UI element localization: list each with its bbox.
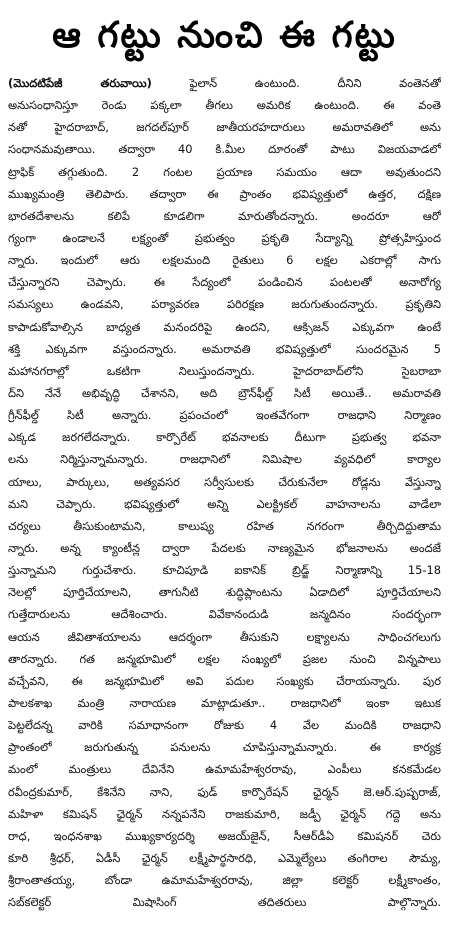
- article-line-text: సంధానమవుతాయి. తద్వారా 40 కి.మీల దూరంతో పాటు విజయవాడలో: [8, 142, 441, 157]
- article-line: [8, 116, 441, 138]
- article-line: [8, 426, 441, 448]
- article-line-text: శక్తి ఎక్కువగా వస్తుందన్నారు. అమరావతి భవిష్యత్తులో సుందరమైన 5: [8, 341, 441, 356]
- article-line-text: మని చెప్పారు. భవిష్యత్తులో అన్ని ఎలక్ట్రికల్ వాహనాలను వాడేలా: [8, 496, 441, 511]
- article-line: [8, 183, 441, 205]
- article-line-text: పాలకశాఖ మంత్రి నారాయణ మాట్లాడుతూ.. రాజధానిలో ఇంకా ఇటుక: [8, 695, 441, 710]
- article-line-text: రవీంద్రకుమార్, కేశినేని నాని, ఫుడ్ కార్పొరేషన్ ఛైర్మన్ జె.ఆర్.పుష్పరాజ్,: [8, 784, 441, 799]
- article-line-text: కూరి శ్రీధర్, ఏడీసీ ఛైర్మన్ లక్ష్మీపార్థసారధి, ఎమ్మెల్యేలు తంగిరాల సౌమ్య,: [8, 850, 441, 865]
- article-line-text: న్నారు. అన్న క్యాంటీన్ల ద్వారా పేదలకు నాణ్యమైన భోజనాలను అందజే: [8, 540, 441, 555]
- article-line-text: నెలల్లో పూర్తిచేయాలని, తాగునీటి శుద్ధిప్లాంటను ఏడాదిలో పూర్తిచేయాలని: [8, 585, 441, 600]
- article-line: [8, 448, 441, 470]
- article-line-text: స్తున్నామని గుర్తుచేశారు. కూచిపూడి ఐకానిక్ బ్రిడ్జ్ నిర్మాణాన్ని 15-18: [8, 563, 441, 578]
- article-line: [8, 781, 441, 803]
- article-line: [8, 161, 441, 183]
- article-line-text: ఎక్కడ జరగలేదన్నారు. కార్పొరేట్ భవనాలకు దీటుగా ప్రభుత్వ భవనా: [8, 430, 441, 445]
- article-line: [8, 736, 441, 758]
- article-line-text: గ్రీన్‌ఫీల్డ్ సిటీ అన్నారు. ప్రపంచంలో ఇంతవేగంగా రాజధాని నిర్మాణం: [8, 408, 441, 423]
- article-line: [8, 559, 441, 581]
- article-body: [8, 72, 441, 913]
- article-line: [8, 316, 441, 338]
- article-line: [8, 758, 441, 780]
- article-line: [8, 714, 441, 736]
- article-line: [8, 338, 441, 360]
- article-line: [8, 94, 441, 116]
- article-line-text: ట్రాఫిక్ తగ్గుతుంది. 2 గంటల ప్రయాణ సమయం ఆదా అవుతుందని: [8, 164, 441, 179]
- article-line: [8, 670, 441, 692]
- article-line: [8, 293, 441, 315]
- article-line-text: అనుసంధానిస్తూ రెండు పక్కలా తీగలు అమరిక ఉంటుంది. ఈ వంతె: [8, 98, 441, 113]
- article-line-text: ప్రాంతంలో జరుగుతున్న పనులను చూపిస్తున్నామన్నారు. ఈ కార్యక్ర: [8, 740, 441, 755]
- article-line-text: యాలు, పార్కులు, అత్యవసర సర్వీసులకు చేరుకునేలా రోడ్లను వేస్తున్నా: [8, 474, 441, 489]
- article-line-text: నతో హైదరాబాద్, జగదల్‌పూర్ జాతీయరహదారులు అమరావతిలో అను: [8, 120, 441, 135]
- article-line: [8, 692, 441, 714]
- article-line: [8, 227, 441, 249]
- article-line-text: తారన్నారు. గత జన్మభూమిలో లక్షల సంఖ్యలో ప్రజల నుంచి విన్నపాలు: [8, 651, 441, 666]
- article-line: [8, 648, 441, 670]
- article-lines: [8, 72, 441, 913]
- article-line-text: పెట్టలేదన్న వారికి సమాధానంగా రోజుకు 4 వేల మందికి రాజధాని: [8, 718, 441, 733]
- article-line-text: కాపాడుకోవాల్సిన బాధ్యత మనందరిపై ఉందని, ఆక్సిజన్ ఎక్కువగా ఉంటే: [8, 319, 441, 334]
- article-line-text: న్నారు. ఇందులో ఆరు లక్షలమంది రైతులు 6 లక్షల ఎకరాల్లో సాగు: [8, 253, 441, 268]
- article-line: [8, 581, 441, 603]
- article-line: [8, 382, 441, 404]
- article-line-text: రాధ, ఇంధనశాఖ ముఖ్యకార్యదర్శి అజయ్‌జైన్, సీఆర్‌డీఏ కమిషనర్ చెరు: [8, 828, 441, 843]
- article-line: [8, 471, 441, 493]
- article-line: [8, 847, 441, 869]
- article-line: [8, 891, 441, 913]
- article-line-text: లను నిర్మిస్తున్నామన్నారు. రాజధానిలో నిమిషాల వ్యవధిలో కార్యాల: [8, 452, 441, 467]
- article-line-text: శ్రీరాంతాతయ్య, బోండా ఉమామహేశ్వరరావు, జిల్లా కలెక్టర్ లక్ష్మీకాంతం,: [8, 873, 441, 888]
- article-line: [8, 515, 441, 537]
- article-line-text: భారతదేశాలను కలిపే కూడలిగా మారుతోందన్నారు. అందరూ ఆరో: [8, 208, 441, 223]
- article-line-text: ఆయన జీవితాశయాలను ఆదర్శంగా తీసుకుని లక్ష్యాలను సాధించగలుగు: [8, 629, 441, 644]
- article-line-text: మంలో మంత్రులు దేవినేని ఉమామహేశ్వరరావు, ఎంపీలు కనకమేడల: [8, 762, 441, 777]
- article-line-text: గ్యంగా ఉండాలనే లక్ష్యంతో ప్రభుత్వం ప్రకృతి సేద్యాన్ని ప్రోత్సహిస్తుంద: [8, 230, 441, 245]
- article-line-text: ముఖ్యమంత్రి తెలిపారు. తద్వారా ఈ ప్రాంతం భవిష్యత్తులో ఉత్తర, దక్షిణ: [8, 186, 441, 201]
- article-line-text: మహిళా కమిషన్ ఛైర్మన్ నన్నపనేని రాజకుమారి, జడ్పీ ఛైర్మన్ గద్దె అను: [8, 806, 441, 821]
- article-line: [8, 537, 441, 559]
- article-line-text: గుత్తేదారులను ఆదేశించారు. వివేకానందుడి జన్మదినం సందర్భంగా: [8, 607, 441, 622]
- article-line-text: వచ్చేవని, ఈ జన్మభూమిలో అవి పదుల సంఖ్యకు చేరాయన్నారు. పుర: [8, 673, 441, 688]
- article-line: [8, 825, 441, 847]
- article-line-text: మహానగరాల్లో ఒకటిగా నిలుస్తుందన్నారు. హైదరాబాద్‌లోని సైబరాబా: [8, 363, 441, 378]
- byline: (మొదటిపేజీ తరువాయి): [8, 76, 152, 90]
- article-line: [8, 271, 441, 293]
- article-line: [8, 205, 441, 227]
- article-line-text: ఫైలాన్ ఉంటుంది. దీనిని వంతెనతో: [189, 76, 441, 90]
- article-line: [8, 626, 441, 648]
- article-line: [8, 493, 441, 515]
- article-line: [8, 869, 441, 891]
- article-line-text: సమస్యలు ఉండవని, పర్యావరణ పరిరక్షణ జరుగుతుందన్నారు. ప్రకృతిని: [8, 297, 441, 312]
- article-line: [8, 603, 441, 625]
- article-line: [8, 404, 441, 426]
- article-line: [8, 803, 441, 825]
- article-line-text: చర్యలు తీసుకుంటామని, కాలుష్య రహిత నగరంగా తీర్చిదిద్దుతామ: [8, 518, 441, 533]
- headline: ఆ గట్టు నుంచి ఈ గట్టు: [52, 15, 397, 56]
- article-line-text: ద్‌ని నేనే అభివృద్ధి చేశానని, అది బ్రౌన్‌ఫీల్డ్ సిటీ అయితే.. అమరావతి: [8, 385, 441, 400]
- article-line: [8, 72, 441, 94]
- article-line: [8, 249, 441, 271]
- article-line: [8, 138, 441, 160]
- article-line-text: చేస్తున్నారని చెప్పారు. ఈ సేద్యంలో పండించిన పంటలతో అనారోగ్య: [8, 275, 441, 290]
- article-line-text: సబ్‌కలెక్టర్ మిషాసింగ్ తదితరులు పాల్గొన్నారు.: [8, 895, 441, 910]
- article-line: [8, 360, 441, 382]
